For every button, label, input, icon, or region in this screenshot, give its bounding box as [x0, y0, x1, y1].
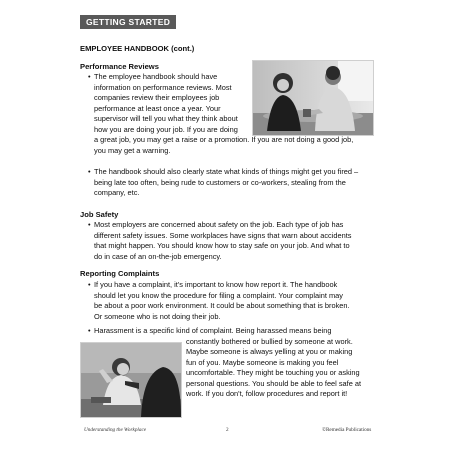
- bullet-glyph: •: [88, 280, 91, 289]
- performance-bullet-1-full: a great job, you may get a raise or a promotion. If you are not doing a good job, you may get a warning.: [94, 135, 354, 155]
- safety-bullet-1: Most employers are concerned about safety on the job. Each type of job has different safety issues. Some workplaces have signs that warn about accidents that might happen. You should know how to stay safe on your job. And what to do in case of an on-the-job emergency.: [94, 220, 352, 261]
- footer-page-number: 2: [226, 427, 229, 433]
- performance-bullet-1-wrapped: The employee handbook should have information on performance reviews. Most companies review their employees job performance at least once a year. Your supervisor will tell you what they think about how you are doing your job. If you are doing: [94, 72, 238, 134]
- bullet-glyph: •: [88, 326, 91, 335]
- page-title: EMPLOYEE HANDBOOK (cont.): [80, 44, 195, 53]
- bullet-glyph: •: [88, 72, 91, 81]
- harassment-photo: [80, 342, 182, 418]
- complaints-bullet-2-wrapped: constantly bothered or bullied by someone at work. Maybe someone is always yelling at you or making fun of you. Maybe someone is making you feel uncomfortable. They might be touching you or asking personal questions. You should be able to feel safe at work. If you don't, follow procedures and report it!: [186, 336, 362, 398]
- section-badge: GETTING STARTED: [80, 15, 176, 29]
- complaints-bullet-1: If you have a complaint, it's important to know how report it. The handbook should let you know the procedure for filing a complaint. Your complaint may be about a poor work environment. It could be about something that is broken. Or someone who is not doing their job.: [94, 280, 350, 321]
- bullet-glyph: •: [88, 167, 91, 176]
- heading-job-safety: Job Safety: [80, 210, 119, 219]
- performance-bullet-2: The handbook should also clearly state what kinds of things might get you fired – being late too often, being rude to customers or co-workers, stealing from the company, etc.: [94, 167, 359, 197]
- complaints-bullet-2-first: Harassment is a specific kind of complaint. Being harassed means being: [94, 326, 332, 335]
- bullet-glyph: •: [88, 220, 91, 229]
- footer-left: Understanding the Workplace: [84, 427, 147, 433]
- heading-reporting-complaints: Reporting Complaints: [80, 269, 160, 278]
- heading-performance-reviews: Performance Reviews: [80, 62, 159, 71]
- footer-right: ©Remedia Publications: [322, 427, 372, 433]
- meeting-photo: [252, 60, 374, 136]
